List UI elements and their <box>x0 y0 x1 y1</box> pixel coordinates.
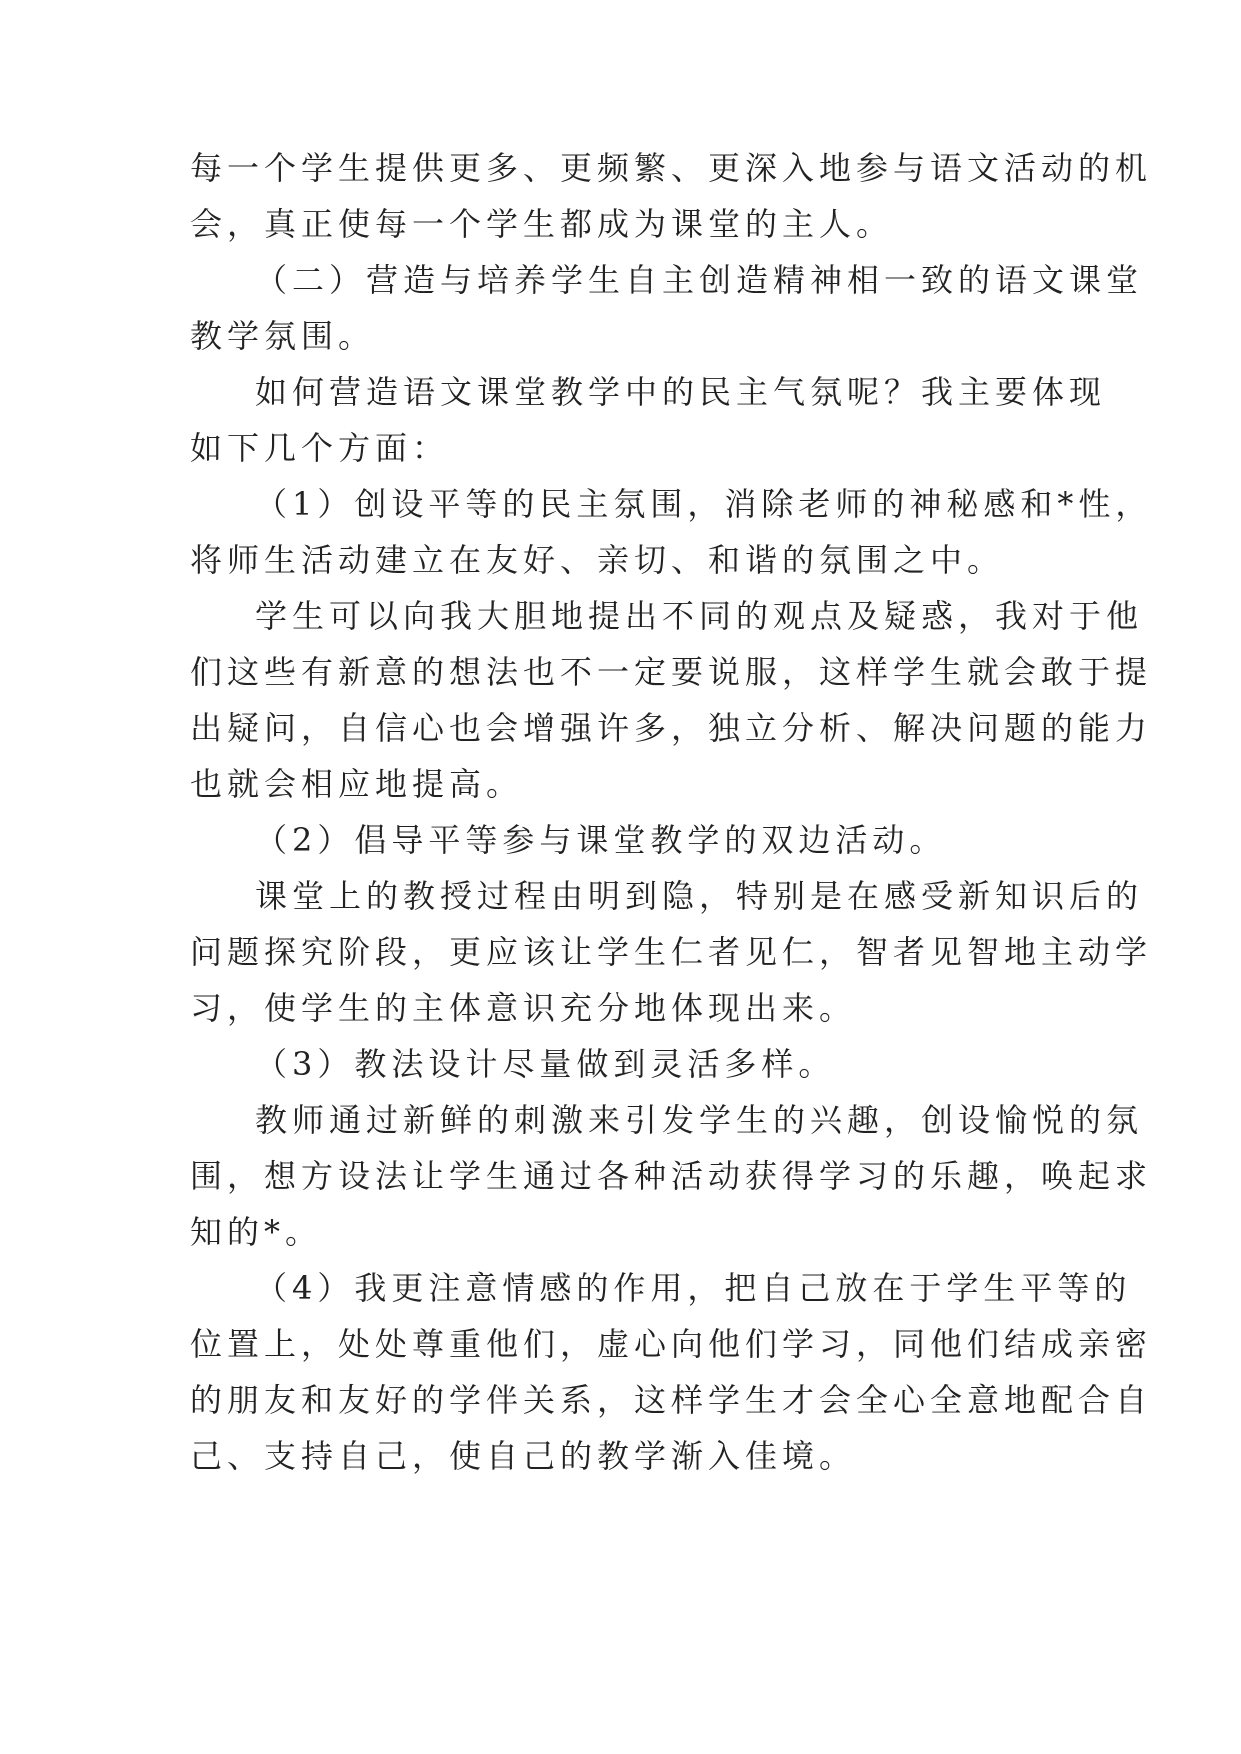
text-line: 习，使学生的主体意识充分地体现出来。 <box>190 989 857 1027</box>
text-line: 问题探究阶段，更应该让学生仁者见仁，智者见智地主动学 <box>190 933 1153 971</box>
paragraph-line: 学生可以向我大胆地提出不同的观点及疑惑，我对于他 <box>255 597 1144 635</box>
text-line: 的朋友和友好的学伴关系，这样学生才会全心全意地配合自 <box>190 1381 1153 1419</box>
text-line: 出疑问，自信心也会增强许多，独立分析、解决问题的能力 <box>190 709 1153 747</box>
section-heading-continued: 教学氛围。 <box>190 317 376 355</box>
text-line: 也就会相应地提高。 <box>190 765 524 803</box>
text-line: 们这些有新意的想法也不一定要说服，这样学生就会敢于提 <box>190 653 1153 691</box>
text-line: 知的*。 <box>190 1213 323 1251</box>
text-line: 围，想方设法让学生通过各种活动获得学习的乐趣，唤起求 <box>190 1157 1153 1195</box>
text-line: 位置上，处处尊重他们，虚心向他们学习，同他们结成亲密 <box>190 1325 1153 1363</box>
paragraph-line: 教师通过新鲜的刺激来引发学生的兴趣，创设愉悦的氛 <box>255 1101 1144 1139</box>
text-line: 己、支持自己，使自己的教学渐入佳境。 <box>190 1437 857 1475</box>
list-item-2: （2）倡导平等参与课堂教学的双边活动。 <box>255 821 947 859</box>
paragraph-line: 如何营造语文课堂教学中的民主气氛呢？我主要体现 <box>255 373 1107 411</box>
paragraph-line: 课堂上的教授过程由明到隐，特别是在感受新知识后的 <box>255 877 1144 915</box>
list-item-3: （3）教法设计尽量做到灵活多样。 <box>255 1045 836 1083</box>
list-item-1: （1）创设平等的民主氛围，消除老师的神秘感和*性， <box>255 485 1153 523</box>
section-heading: （二）营造与培养学生自主创造精神相一致的语文课堂 <box>255 261 1144 299</box>
text-line: 每一个学生提供更多、更频繁、更深入地参与语文活动的机 <box>190 149 1153 187</box>
text-line: 会，真正使每一个学生都成为课堂的主人。 <box>190 205 894 243</box>
text-line: 如下几个方面： <box>190 429 450 467</box>
text-line: 将师生活动建立在友好、亲切、和谐的氛围之中。 <box>190 541 1005 579</box>
list-item-4: （4）我更注意情感的作用，把自己放在于学生平等的 <box>255 1269 1132 1307</box>
